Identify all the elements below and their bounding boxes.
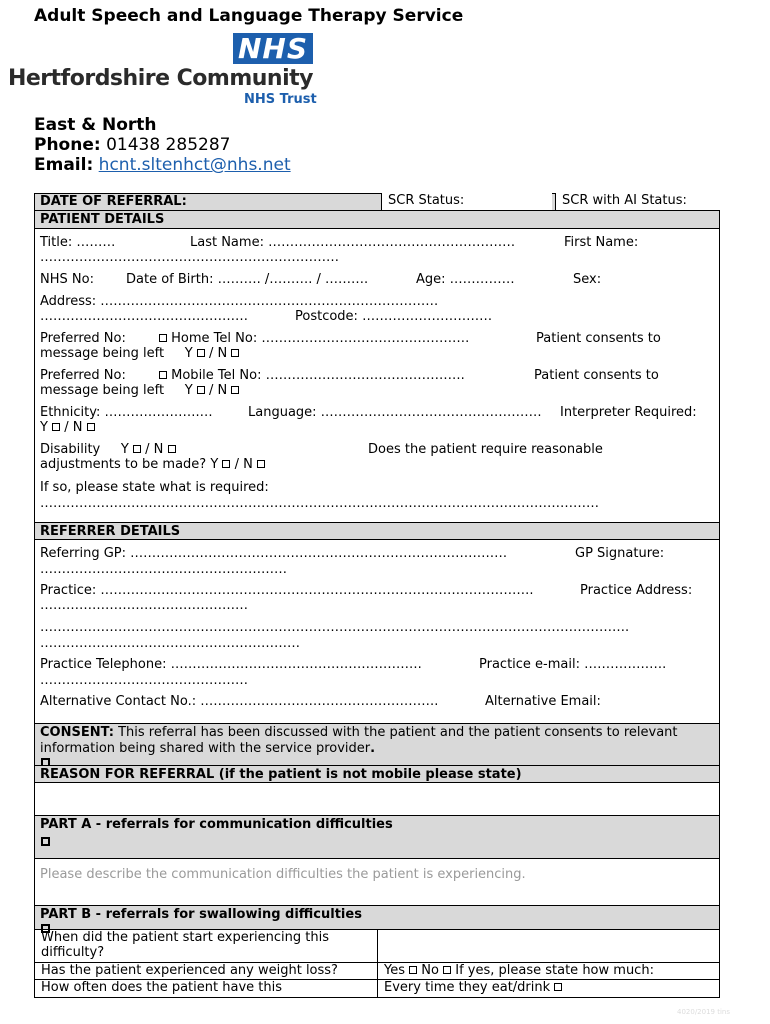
yes-label: Y xyxy=(40,420,48,435)
answer-cell[interactable] xyxy=(378,980,719,997)
message-left-mobile xyxy=(40,383,239,398)
reasonable-adjustments-label: Does the patient require reasonable xyxy=(368,442,603,457)
checkbox-icon[interactable] xyxy=(443,966,451,974)
checkbox-icon[interactable] xyxy=(257,460,265,468)
patient-title-field[interactable]: Title: ……… xyxy=(40,235,116,250)
practice-email-line[interactable]: ………………………………………… xyxy=(40,673,248,688)
practice-address-label: Practice Address: xyxy=(580,583,693,598)
consent-text-block xyxy=(35,724,719,758)
checkbox-icon[interactable] xyxy=(41,837,50,846)
preferred-no-label: Preferred No: xyxy=(40,331,126,346)
referral-form xyxy=(34,193,720,998)
date-of-referral-label: DATE OF REFERRAL: xyxy=(40,194,187,209)
yes-label: Yes xyxy=(384,963,405,978)
postcode-field[interactable]: Postcode: ………………………… xyxy=(295,309,493,324)
referrer-details-heading: REFERRER DETAILS xyxy=(35,523,719,540)
disability-options xyxy=(40,442,176,457)
practice-telephone-field[interactable]: Practice Telephone: …………………………………………………. xyxy=(40,657,422,672)
part-b-heading-row xyxy=(35,906,719,930)
practice-email-field[interactable]: Practice e-mail: ………………. xyxy=(479,657,667,672)
if-so-field[interactable]: ………………………………………………………………………………………………………………… xyxy=(40,496,599,511)
region: East & North xyxy=(34,115,157,135)
reason-heading: REASON FOR REFERRAL (if the patient is not mobile please state) xyxy=(35,766,719,783)
question-cell: Has the patient experienced any weight loss? xyxy=(35,963,378,979)
first-name-line: …………………………………………………………… xyxy=(40,250,339,265)
part-b-heading: PART B - referrals for swallowing difficulties xyxy=(40,907,362,922)
practice-address-line-3[interactable]: …………………………………………………… xyxy=(40,636,300,651)
interpreter-label: Interpreter Required: xyxy=(560,405,697,420)
checkbox-icon[interactable] xyxy=(133,445,141,453)
checkbox-icon[interactable] xyxy=(231,349,239,357)
preferred-no-label-2: Preferred No: xyxy=(40,368,126,383)
service-title: Adult Speech and Language Therapy Service xyxy=(34,6,464,26)
nhs-logo: NHS xyxy=(233,33,313,64)
checkbox-icon[interactable] xyxy=(197,386,205,394)
consent-label: CONSENT: xyxy=(40,725,114,740)
no-label: / N xyxy=(64,420,83,435)
message-left-home xyxy=(40,346,239,361)
email-link[interactable]: hcnt.sltenhct@nhs.net xyxy=(98,155,291,175)
last-name-field[interactable]: Last Name: ………………………………………………… xyxy=(190,235,516,250)
yes-label: Y xyxy=(120,442,129,457)
consent-text: This referral has been discussed with the patient and the patient consents to relevant information being shared with the service provider xyxy=(40,725,678,756)
referrer-details-section xyxy=(35,540,719,724)
patient-details-heading: PATIENT DETAILS xyxy=(35,211,719,229)
no-label: / N xyxy=(145,442,164,457)
scr-status-field[interactable]: SCR Status: xyxy=(381,193,552,210)
watermark: 4020/2019 tins xyxy=(677,1008,730,1016)
checkbox-icon[interactable] xyxy=(159,371,167,379)
mobile-tel-label: Mobile Tel No: ………………………………………. xyxy=(171,368,465,383)
part-a-placeholder: Please describe the communication difficulties the patient is experiencing. xyxy=(40,867,526,882)
phone-line xyxy=(34,135,230,155)
home-tel-option[interactable] xyxy=(159,331,469,346)
first-name-field[interactable]: First Name: xyxy=(564,235,639,250)
no-label: No xyxy=(421,963,439,978)
consent-row xyxy=(35,724,719,766)
interpreter-options xyxy=(40,420,95,435)
language-field[interactable]: Language: …………………………………………… xyxy=(248,405,542,420)
gp-signature-field[interactable]: ………………………………………………… xyxy=(40,562,287,577)
message-left-label: message being left xyxy=(40,346,165,361)
part-b-row-1 xyxy=(35,930,719,963)
part-b-row-3 xyxy=(35,980,719,997)
dob-field[interactable]: Date of Birth: ………. /………. / ………. xyxy=(126,272,369,287)
practice-address-line-2[interactable]: ………………………………………………………………………………………………………………………. xyxy=(40,620,630,635)
adjustments-options xyxy=(40,457,265,472)
yes-label: Y xyxy=(210,457,219,472)
weight-loss-detail: If yes, please state how much: xyxy=(455,963,654,978)
sex-field[interactable]: Sex: xyxy=(573,272,602,287)
question-cell: How often does the patient have this xyxy=(35,980,378,997)
phone-number: 01438 285287 xyxy=(106,135,231,155)
checkbox-icon[interactable] xyxy=(87,423,95,431)
checkbox-icon[interactable] xyxy=(222,460,230,468)
checkbox-icon[interactable] xyxy=(554,983,562,991)
checkbox-icon[interactable] xyxy=(409,966,417,974)
no-label: / N xyxy=(209,346,228,361)
part-a-description-field[interactable] xyxy=(35,859,719,906)
patient-details-section xyxy=(35,229,719,523)
part-a-heading-row xyxy=(35,816,719,859)
no-label: / N xyxy=(209,383,228,398)
checkbox-icon[interactable] xyxy=(197,349,205,357)
referral-date-row xyxy=(35,194,719,211)
email-label: Email: xyxy=(34,155,94,175)
org-sub: NHS Trust xyxy=(244,92,317,107)
ethnicity-field[interactable]: Ethnicity: ………………….… xyxy=(40,405,213,420)
answer-label: Every time they eat/drink xyxy=(384,980,551,995)
email-line xyxy=(34,155,291,175)
part-b-row-2 xyxy=(35,963,719,980)
part-a-checkbox[interactable] xyxy=(41,835,50,850)
if-so-label: If so, please state what is required: xyxy=(40,480,269,495)
no-label: / N xyxy=(234,457,253,472)
checkbox-icon[interactable] xyxy=(159,334,167,342)
reason-field[interactable] xyxy=(35,783,719,816)
consent-message-label-2: Patient consents to xyxy=(534,368,659,383)
checkbox-icon[interactable] xyxy=(52,423,60,431)
checkbox-icon[interactable] xyxy=(231,386,239,394)
part-a-heading: PART A - referrals for communication difficulties xyxy=(40,817,393,832)
question-cell: When did the patient start experiencing this difficulty? xyxy=(35,930,378,962)
gp-signature-label: GP Signature: xyxy=(575,546,665,561)
address-line-2: ………………………………………… xyxy=(40,309,248,324)
practice-address-line-1[interactable]: ………………………………………… xyxy=(40,598,248,613)
consent-period: . xyxy=(370,741,376,756)
consent-message-label: Patient consents to xyxy=(536,331,661,346)
checkbox-icon[interactable] xyxy=(168,445,176,453)
phone-label: Phone: xyxy=(34,135,101,155)
alternative-contact-field[interactable]: Alternative Contact No.: ………………………………………………. xyxy=(40,694,439,709)
answer-cell[interactable] xyxy=(378,963,719,979)
scr-ai-status-field[interactable]: SCR with AI Status: xyxy=(555,193,722,210)
adjustments-label: adjustments to be made? xyxy=(40,457,207,472)
mobile-tel-option[interactable] xyxy=(159,368,465,383)
practice-field[interactable]: Practice: ………………………………………………………………………………………. xyxy=(40,583,534,598)
answer-cell[interactable] xyxy=(378,930,719,962)
alternative-email-field[interactable]: Alternative Email: xyxy=(485,694,601,709)
disability-label: Disability xyxy=(40,442,101,457)
nhs-no-field[interactable]: NHS No: xyxy=(40,272,94,287)
age-field[interactable]: Age: …………… xyxy=(416,272,515,287)
org-name: Hertfordshire Community xyxy=(7,66,313,91)
yes-label: Y xyxy=(184,346,193,361)
referring-gp-field[interactable]: Referring GP: …………………………………………………………………………… xyxy=(40,546,508,561)
message-left-label: message being left xyxy=(40,383,165,398)
home-tel-label: Home Tel No: ………………………………………… xyxy=(171,331,470,346)
address-field[interactable]: Address: …………………………………………………………………… xyxy=(40,294,439,309)
yes-label: Y xyxy=(184,383,193,398)
